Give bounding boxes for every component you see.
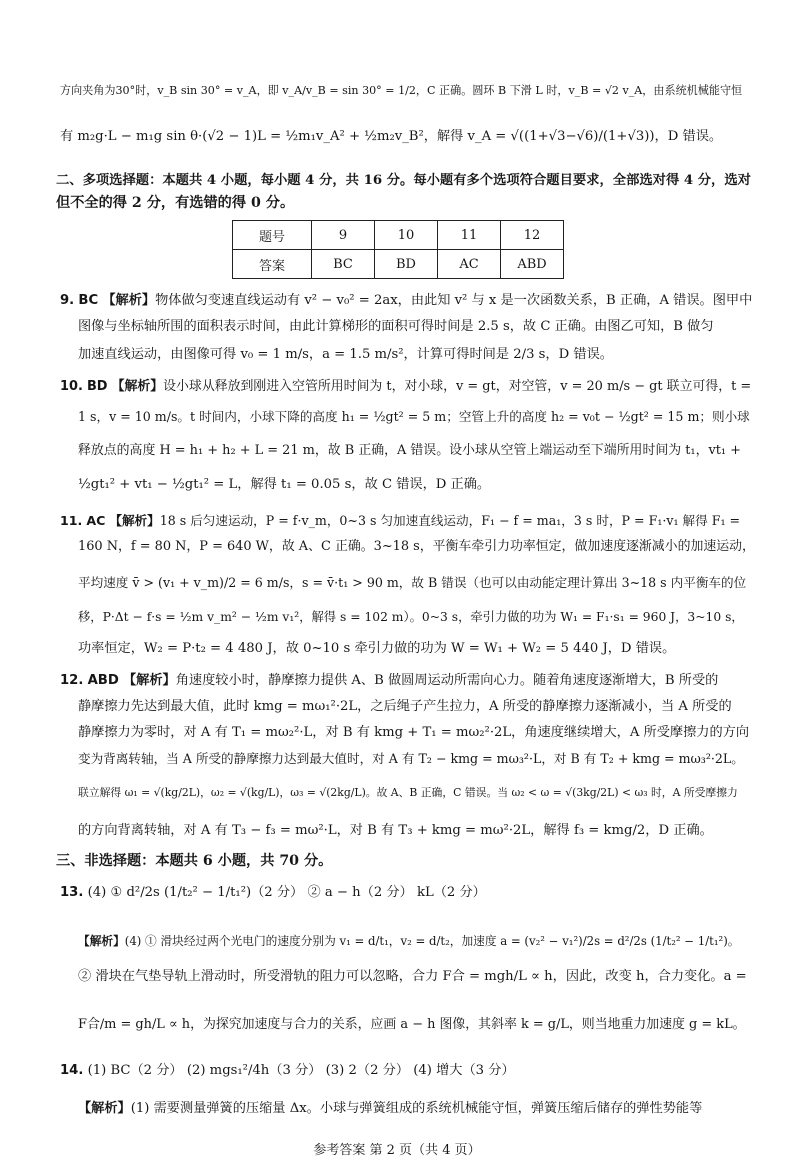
- question-9-line: [60, 292, 754, 310]
- text-line: 1 s，v = 10 m/s。t 时间内，小球下降的高度 h₁ = ½gt² = 5 m；空管上升的高度 h₂ = v₀t − ½gt² = 15 m；则小球: [78, 409, 750, 424]
- question-text: 设小球从释放到刚进入空管所用时间为 t，对小球，v = gt，对空管，v = 20 m/s − gt 联立可得，t =: [163, 379, 752, 394]
- text-line: 移，P·Δt − f·s = ½m v_m² − ½m v₁²，解得 s = 102 m）。0~3 s，牵引力做的功为 W₁ = F₁·s₁ = 960 J，3~10 s，: [78, 610, 744, 624]
- section-heading-multiple-choice: 二、多项选择题：本题共 4 小题，每小题 4 分，共 16 分。每小题有多个选项符合题目要求，全部选对得 4 分，选对: [56, 173, 751, 188]
- text-line: 释放点的高度 H = h₁ + h₂ + L = 21 m，故 B 正确，A 错误。设小球从空管上端运动至下端所用时间为 t₁，vt₁ +: [78, 443, 741, 458]
- question-text: 物体做匀变速直线运动有 v² − v₀² = 2ax，由此知 v² 与 x 是一次函数关系，B 正确，A 错误。图甲中: [155, 293, 753, 308]
- answer-table-answer: BC: [312, 250, 375, 279]
- answer-table-answer-label: 答案: [233, 250, 312, 279]
- text-line: 方向夹角为30°时，v_B sin 30° = v_A，即 v_A/v_B = sin 30° = 1/2，C 正确。圆环 B 下滑 L 时，v_B = √2 v_A，由系统机械能守恒: [60, 84, 743, 97]
- question-text: 角速度较小时，静摩擦力提供 A、B 做圆周运动所需向心力。随着角速度逐渐增大，B 所受的: [175, 673, 719, 688]
- analysis-tag: 【解析】: [109, 513, 160, 528]
- question-text: (1) BC（2 分） (2) mgs₁²/4h（3 分） (3) 2（2 分） (4) 增大（3 分）: [87, 1063, 515, 1078]
- analysis-tag: 【解析】: [111, 379, 164, 394]
- analysis-line: [78, 1100, 754, 1118]
- answer-table-number: 9: [312, 221, 375, 250]
- text-line: 加速直线运动，由图像可得 v₀ = 1 m/s，a = 1.5 m/s²，计算可得时间是 2/3 s，D 错误。: [78, 347, 613, 362]
- answer-table-answer: AC: [438, 250, 501, 279]
- text-line: 图像与坐标轴所围的面积表示时间，由此计算梯形的面积可得时间是 2.5 s，故 C 正确。由图乙可知，B 做匀: [78, 319, 714, 334]
- question-number: 10.: [60, 379, 83, 394]
- analysis-tag: 【解析】: [78, 934, 125, 948]
- text-line: 功率恒定，W₂ = P·t₂ = 4 480 J，故 0~10 s 牵引力做的功为 W = W₁ + W₂ = 5 440 J，D 错误。: [78, 641, 676, 656]
- question-14-line: [60, 1062, 754, 1080]
- question-number: 13.: [60, 885, 84, 900]
- question-answer: ABD: [87, 673, 119, 688]
- text-line: 的方向背离转轴，对 A 有 T₃ − f₃ = mω²·L，对 B 有 T₃ + kmg = mω²·2L，解得 f₃ = kmg/2，D 正确。: [78, 823, 713, 838]
- question-answer: BD: [86, 379, 108, 394]
- text-line: 静摩擦力先达到最大值，此时 kmg = mω₁²·2L，之后绳子产生拉力，A 所受的静摩擦力逐渐减小，当 A 所受的: [78, 699, 732, 714]
- question-10-line: [60, 378, 754, 396]
- question-12-line: [60, 672, 754, 690]
- answer-table-number: 12: [501, 221, 564, 250]
- question-number: 12.: [60, 673, 84, 688]
- analysis-tag: 【解析】: [123, 673, 176, 688]
- text-line: 平均速度 v̄ > (v₁ + v_m)/2 = 6 m/s，s = v̄·t₁ > 90 m，故 B 错误（也可以由动能定理计算出 3~18 s 内平衡车的位: [78, 575, 747, 590]
- text-line: 160 N，f = 80 N，P = 640 W，故 A、C 正确。3~18 s，平衡车牵引力功率恒定，做加速度逐渐减小的加速运动，: [78, 539, 755, 554]
- answer-table-answer: ABD: [501, 250, 564, 279]
- question-number: 14.: [60, 1063, 84, 1078]
- text-line: ½gt₁² + vt₁ − ½gt₁² = L，解得 t₁ = 0.05 s，故 C 错误，D 正确。: [78, 477, 491, 492]
- answer-table: [232, 220, 564, 279]
- section-heading-multiple-choice-cont: 但不全的得 2 分，有选错的得 0 分。: [56, 195, 295, 211]
- text-line: ② 滑块在气垫导轨上滑动时，所受滑轨的阻力可以忽略，合力 F合 = mgh/L ∝ h，因此，改变 h，合力变化。a =: [78, 969, 747, 984]
- analysis-tag: 【解析】: [78, 1101, 131, 1116]
- question-answer: BC: [78, 293, 99, 308]
- question-number: 11.: [60, 513, 83, 528]
- section-heading-non-choice: 三、非选择题：本题共 6 小题，共 70 分。: [56, 853, 333, 869]
- text-line: 有 m₂g·L − m₁g sin θ·(√2 − 1)L = ½m₁v_A² + ½m₂v_B²，解得 v_A = √((1+√3−√6)/(1+√3))，D 错误。: [60, 129, 723, 144]
- analysis-text: (4) ① 滑块经过两个光电门的速度分别为 v₁ = d/t₁，v₂ = d/t₂，加速度 a = (v₂² − v₁²)/2s = d²/2s (1/t₂² − 1/t₁²)。: [124, 934, 740, 948]
- question-text: 18 s 后匀速运动，P = f·v_m，0~3 s 匀加速直线运动，F₁ − f = ma₁，3 s 时，P = F₁·v₁ 解得 F₁ =: [159, 513, 741, 528]
- text-line: 静摩擦力为零时，对 A 有 T₁ = mω₂²·L，对 B 有 kmg + T₁ = mω₂²·2L，角速度继续增大，A 所受摩擦力的方向: [78, 725, 750, 740]
- question-11-line: [60, 512, 754, 530]
- answer-table-answer: BD: [375, 250, 438, 279]
- answer-table-header-label: 题号: [233, 221, 312, 250]
- analysis-tag: 【解析】: [102, 293, 156, 308]
- answer-table-number: 10: [375, 221, 438, 250]
- page-footer: 参考答案 第 2 页（共 4 页）: [313, 1143, 481, 1158]
- analysis-line: [78, 932, 754, 950]
- question-answer: AC: [86, 513, 106, 528]
- analysis-text: (1) 需要测量弹簧的压缩量 Δx。小球与弹簧组成的系统机械能守恒，弹簧压缩后储存的弹性势能等: [130, 1101, 703, 1116]
- question-text: (4) ① d²/2s (1/t₂² − 1/t₁²)（2 分） ② a − h（2 分） kL（2 分）: [87, 885, 486, 900]
- text-line: 变为背离转轴，当 A 所受的静摩擦力达到最大值时，对 A 有 T₂ − kmg = mω₃²·L，对 B 有 T₂ + kmg = mω₃²·2L。: [78, 751, 744, 766]
- text-line: F合/m = gh/L ∝ h，为探究加速度与合力的关系，应画 a − h 图像，其斜率 k = g/L，则当地重力加速度 g = kL。: [78, 1017, 746, 1032]
- question-13-line: [60, 884, 754, 902]
- text-line: 联立解得 ω₁ = √(kg/2L)，ω₂ = √(kg/L)，ω₃ = √(2kg/L)。故 A、B 正确，C 错误。当 ω₂ < ω = √(3kg/2L) < ω₃ 时，A 所受摩擦力: [78, 786, 738, 799]
- question-number: 9.: [60, 293, 75, 308]
- answer-table-number: 11: [438, 221, 501, 250]
